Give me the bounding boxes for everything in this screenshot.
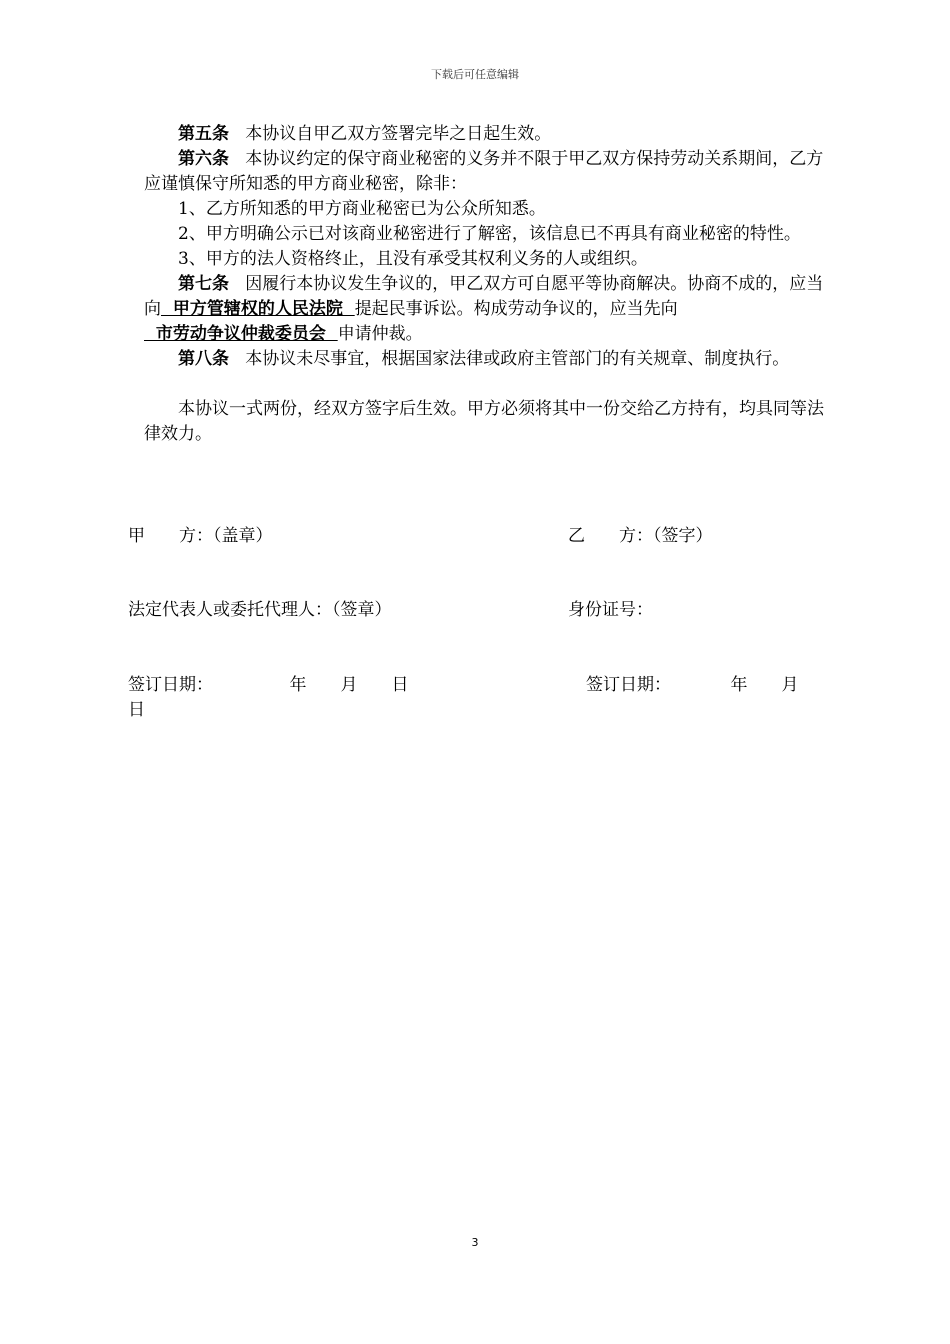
document-body	[144, 122, 824, 447]
court-fill-in: 甲方管辖权的人民法院	[161, 299, 355, 319]
article-7-text-3: 申请仲裁。	[337, 324, 423, 344]
article-8-text: 本协议未尽事宜，根据国家法律或政府主管部门的有关规章、制度执行。	[245, 349, 790, 369]
party-a-sign-date: 签订日期： 年 月 日	[128, 675, 409, 695]
article-7-title: 第七条	[178, 274, 229, 294]
article-8	[144, 347, 824, 372]
page-header: 下载后可任意编辑	[431, 68, 519, 81]
article-5-title: 第五条	[178, 124, 229, 144]
exception-item-2: 2、甲方明确公示已对该商业秘密进行了解密，该信息已不再具有商业秘密的特性。	[178, 224, 801, 244]
party-b-sign-date: 签订日期： 年 月	[586, 675, 799, 695]
legal-representative-label: 法定代表人或委托代理人：（签章）	[128, 600, 392, 620]
party-b-sign-date-day: 日	[128, 700, 145, 720]
party-b-label: 乙 方：（签字）	[568, 526, 713, 546]
article-7-text-2: 提起民事诉讼。构成劳动争议的，应当先向	[354, 299, 678, 319]
article-5	[144, 122, 824, 147]
article-6	[144, 147, 824, 197]
id-number-label: 身份证号：	[568, 600, 653, 620]
party-a-label: 甲 方：（盖章）	[128, 526, 273, 546]
exception-item-1: 1、乙方所知悉的甲方商业秘密已为公众所知悉。	[178, 199, 546, 219]
closing-paragraph: 本协议一式两份，经双方签字后生效。甲方必须将其中一份交给乙方持有，均具同等法律效力。	[144, 399, 824, 444]
article-6-title: 第六条	[178, 149, 229, 169]
page-number: 3	[471, 1236, 479, 1249]
exception-item-3: 3、甲方的法人资格终止，且没有承受其权利义务的人或组织。	[178, 249, 648, 269]
article-5-text: 本协议自甲乙双方签署完毕之日起生效。	[245, 124, 552, 144]
article-7	[144, 272, 824, 347]
article-6-text: 本协议约定的保守商业秘密的义务并不限于甲乙双方保持劳动关系期间，乙方应谨慎保守所知悉的甲方商业秘密，除非：	[144, 149, 824, 194]
arbitration-committee-fill-in: 市劳动争议仲裁委员会	[144, 324, 338, 344]
article-8-title: 第八条	[178, 349, 229, 369]
article-7-text-1: 因履行本协议发生争议的，甲乙双方可自愿平等协商解决。协商不成的，应当向	[144, 274, 824, 319]
